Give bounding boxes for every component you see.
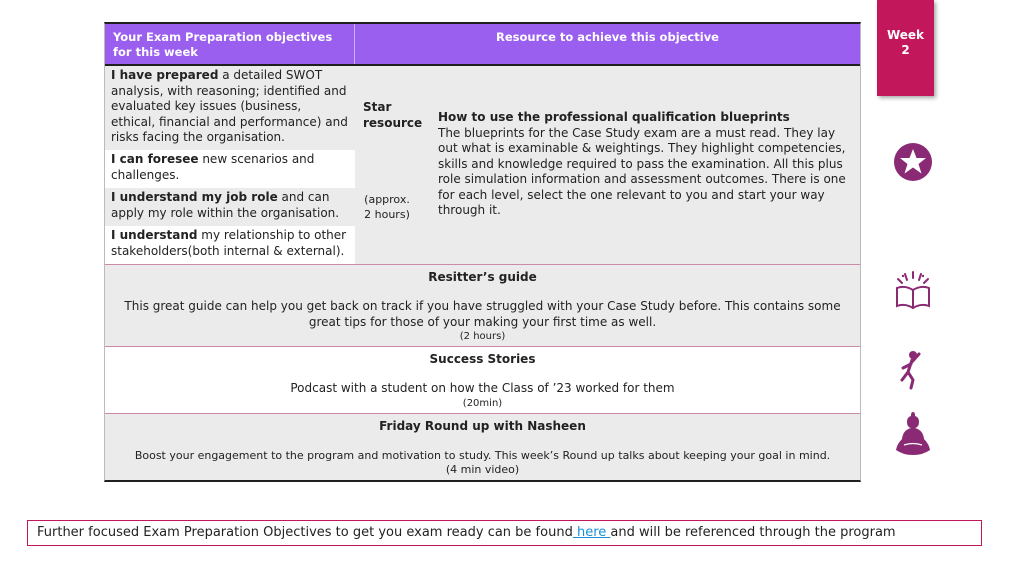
person-jump-icon bbox=[898, 350, 924, 390]
resource-row-success bbox=[105, 347, 860, 414]
objective-item: I understand my job role and can apply my role within the organisation. bbox=[105, 188, 355, 226]
star-resource-time: (approx. 2 hours) bbox=[364, 193, 410, 221]
here-link[interactable]: here bbox=[572, 525, 611, 540]
star-resource-description bbox=[432, 66, 860, 264]
resource-body: Podcast with a student on how the Class of ’23 worked for them bbox=[290, 381, 675, 395]
footer-text: Further focused Exam Preparation Objectives to get you exam ready can be found bbox=[37, 525, 573, 540]
resource-title[interactable]: Friday Round up with Nasheen bbox=[379, 419, 586, 433]
resource-body: Boost your engagement to the program and motivation to study. This week’s Round up talks about keeping your goal in mind. bbox=[134, 449, 831, 462]
resource-time: (4 min video) bbox=[445, 463, 520, 476]
resource-time: (2 hours) bbox=[459, 331, 506, 342]
resource-body: This great guide can help you get back on track if you have struggled with your Case Study before. This contains some great tips for those of your making your first time as well. bbox=[124, 299, 841, 329]
resource-title[interactable]: Success Stories bbox=[429, 352, 536, 366]
week-tab bbox=[877, 0, 934, 96]
objective-item: I can foresee new scenarios and challenges. bbox=[105, 150, 355, 188]
star-resource-label: Star resource bbox=[363, 100, 423, 130]
resource-header: Resource to achieve this objective bbox=[496, 30, 719, 44]
resource-title[interactable]: Resitter’s guide bbox=[428, 270, 537, 284]
resource-row-resitters bbox=[105, 265, 860, 347]
objectives-list bbox=[105, 66, 355, 264]
star-icon bbox=[893, 142, 933, 182]
table-header bbox=[105, 24, 860, 66]
footer-text-end: and will be referenced through the program bbox=[610, 525, 896, 540]
objective-item: I have prepared a detailed SWOT analysis, with reasoning; identified and evaluated key issues (business, ethical, financial and performance) and risks facing the organisation. bbox=[105, 66, 355, 150]
objectives-header: Your Exam Preparation objectives for this week bbox=[105, 24, 355, 64]
blueprint-description: The blueprints for the Case Study exam are a must read. They lay out what is examinable & weightings. They highlight competencies, skills and knowledge required to pass the examination. All this plus role simulation information and assessment outcomes. There is one for each level, select the one relevant to you and start your way through it. bbox=[438, 125, 846, 217]
meditation-icon bbox=[893, 410, 933, 456]
resource-row-roundup bbox=[105, 414, 860, 480]
blueprint-link-title[interactable]: How to use the professional qualification blueprints bbox=[438, 110, 790, 124]
footer-note bbox=[27, 520, 982, 546]
resource-time: (20min) bbox=[462, 397, 503, 409]
objectives-table bbox=[104, 22, 861, 482]
star-resource-block bbox=[105, 66, 860, 265]
book-icon bbox=[893, 270, 933, 312]
week-number: 2 bbox=[901, 43, 910, 57]
week-label: Week bbox=[886, 28, 925, 42]
star-resource-column bbox=[355, 66, 432, 264]
objective-item: I understand my relationship to other stakeholders(both internal & external). bbox=[105, 226, 355, 264]
